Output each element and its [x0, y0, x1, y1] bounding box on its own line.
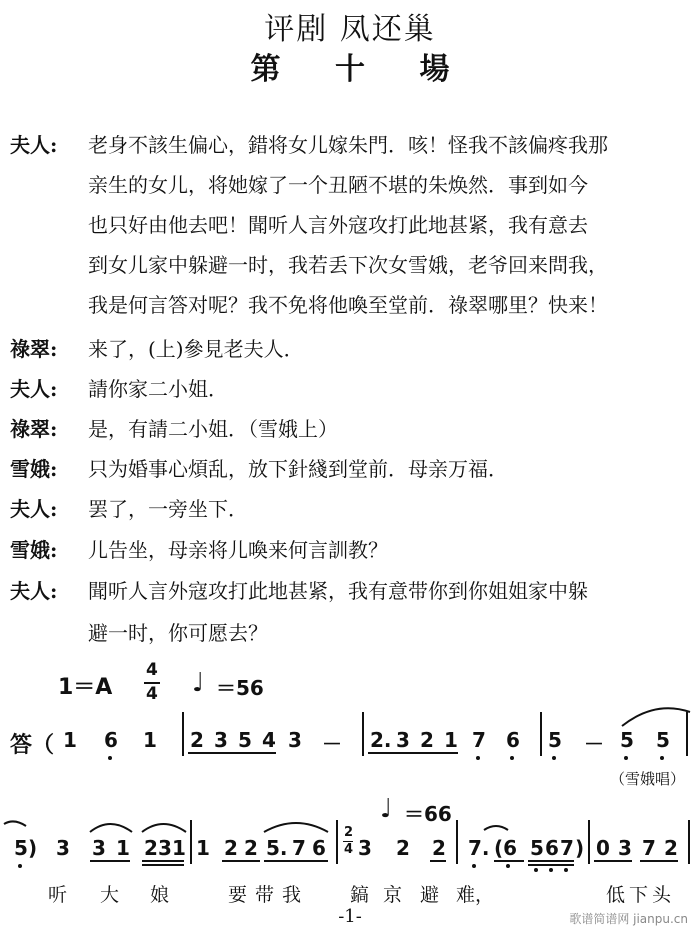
- note: 5: [656, 728, 670, 752]
- slur: [142, 824, 186, 832]
- time-signature-2-bottom: 4: [344, 842, 354, 857]
- note: 7.: [468, 836, 490, 860]
- note: 2: [432, 836, 446, 860]
- speaker-5: 雪娥:: [10, 457, 58, 481]
- note: 4: [262, 728, 276, 752]
- note: 3: [214, 728, 228, 752]
- row1-label: 答（: [10, 733, 55, 758]
- note: －: [322, 732, 342, 756]
- note: 7: [642, 836, 656, 860]
- speaker-4: 祿翠:: [10, 417, 58, 441]
- slur: [622, 708, 690, 726]
- note: 3: [618, 836, 632, 860]
- note: 3: [358, 836, 372, 860]
- dialogue-line: 我是何言答对呢？我不免将他喚至堂前．祿翠哪里？快来！: [88, 293, 608, 317]
- quarter-note-icon: ♩: [380, 794, 393, 824]
- tempo-marking: ＝56: [216, 676, 264, 700]
- note: 7: [560, 836, 574, 860]
- note: 3: [92, 836, 106, 860]
- key-signature: 1＝A: [58, 675, 113, 700]
- lyric: 听: [48, 884, 68, 906]
- dialogue-line: 儿告坐，母亲将儿喚来何言訓教？: [88, 538, 388, 562]
- note: 2: [190, 728, 204, 752]
- note: 3: [288, 728, 302, 752]
- time-signature-2-top: 2: [344, 825, 354, 840]
- note: 2: [664, 836, 678, 860]
- watermark: 歌谱简谱网 jianpu.cn: [569, 912, 688, 926]
- dialogue-line: 是，有請二小姐．（雪娥上）: [88, 417, 338, 441]
- note: ): [575, 836, 585, 860]
- note: 1: [143, 728, 157, 752]
- note: 7: [292, 836, 306, 860]
- slur: [90, 824, 132, 832]
- note: 3: [158, 836, 172, 860]
- note: 7: [472, 728, 486, 752]
- note: 5: [530, 836, 544, 860]
- speaker-8: 夫人:: [10, 579, 58, 603]
- lyric: 大: [100, 884, 120, 906]
- page-number: -1-: [338, 906, 362, 927]
- note: －: [584, 732, 604, 756]
- note: 5: [14, 836, 28, 860]
- dialogue-line: 来了，(上)參見老夫人．: [88, 337, 304, 361]
- lyric: 要带我: [228, 884, 310, 906]
- lyric: 避: [420, 884, 440, 906]
- dialogue-line: 請你家二小姐．: [88, 377, 228, 401]
- note: 1: [196, 836, 210, 860]
- dialogue-line: 老身不該生偏心，錯将女儿嫁朱門．咳！怪我不該偏疼我那: [88, 133, 608, 157]
- note: 5: [620, 728, 634, 752]
- dialogue-line: 只为婚事心煩乱，放下針綫到堂前．母亲万福．: [88, 457, 508, 481]
- note: ): [28, 836, 38, 860]
- tempo-marking-2: ＝66: [404, 802, 452, 826]
- scene-char-3: 場: [419, 52, 450, 87]
- note: 1: [63, 728, 77, 752]
- slur: [484, 826, 508, 830]
- dialogue-line: 到女儿家中躲避一时，我若丢下次女雪娥，老爷回来問我，: [88, 253, 608, 277]
- note: 6: [312, 836, 326, 860]
- singer-note: （雪娥唱）: [610, 770, 686, 788]
- note: (6: [494, 836, 518, 860]
- note: 0: [596, 836, 610, 860]
- note: 2.: [370, 728, 392, 752]
- note: 3: [56, 836, 70, 860]
- note: 1: [444, 728, 458, 752]
- note: 2: [420, 728, 434, 752]
- note: 6: [104, 728, 118, 752]
- quarter-note-icon: ♩: [192, 668, 205, 698]
- note: 2: [396, 836, 410, 860]
- time-signature-top: 4: [146, 660, 158, 680]
- note: 2: [224, 836, 238, 860]
- note: 1: [116, 836, 130, 860]
- speaker-7: 雪娥:: [10, 538, 58, 562]
- note: 2: [244, 836, 258, 860]
- speaker-3: 夫人:: [10, 377, 58, 401]
- dialogue-line: 避一时，你可愿去？: [88, 621, 268, 645]
- speaker-6: 夫人:: [10, 497, 58, 521]
- lyric: 低下头: [606, 884, 676, 906]
- dialogue-line: 聞听人言外寇攻打此地甚紧，我有意带你到你姐姐家中躲: [88, 579, 588, 603]
- note: 6: [545, 836, 559, 860]
- slur: [4, 821, 26, 826]
- dialogue-line: 罢了，一旁坐下．: [88, 497, 248, 521]
- lyric: 鎬京: [350, 884, 417, 906]
- time-signature-bottom: 4: [146, 684, 158, 704]
- note: 5: [548, 728, 562, 752]
- note: 2: [144, 836, 158, 860]
- note: 3: [396, 728, 410, 752]
- scene-char-2: 十: [335, 52, 365, 87]
- slur: [264, 823, 328, 832]
- note: 6: [506, 728, 520, 752]
- dialogue-line: 也只好由他去吧！聞听人言外寇攻打此地甚紧，我有意去: [88, 213, 588, 237]
- speaker-2: 祿翠:: [10, 337, 58, 361]
- note: 5.: [266, 836, 288, 860]
- dialogue-line: 亲生的女儿，将她嫁了一个丑陋不堪的朱焕然．事到如今: [88, 173, 588, 197]
- note: 1: [172, 836, 186, 860]
- lyric: 娘: [150, 884, 170, 906]
- speaker-1: 夫人:: [10, 133, 58, 157]
- opera-title: 评剧 凤还巢: [264, 12, 436, 47]
- lyric: 难，: [456, 884, 495, 906]
- note: 5: [238, 728, 252, 752]
- scene-char-1: 第: [250, 52, 281, 87]
